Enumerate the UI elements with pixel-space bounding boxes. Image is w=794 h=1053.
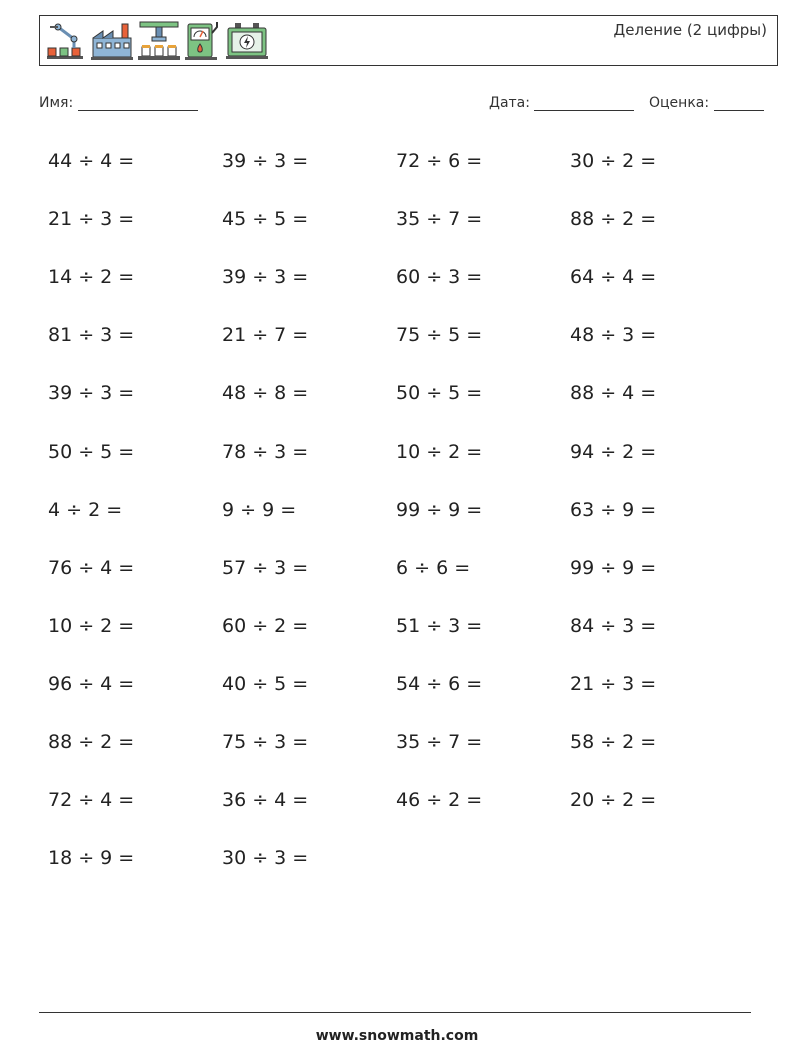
problem-item: 35 ÷ 7 = <box>396 208 483 231</box>
problem-item: 10 ÷ 2 = <box>396 440 483 463</box>
problem-item: 39 ÷ 3 = <box>222 266 309 289</box>
problem-item: 21 ÷ 3 = <box>570 672 657 695</box>
problem-item: 78 ÷ 3 = <box>222 440 309 463</box>
problem-item: 30 ÷ 2 = <box>570 150 657 172</box>
problem-item: 14 ÷ 2 = <box>48 266 135 289</box>
factory-icon <box>91 19 133 61</box>
date-line[interactable] <box>534 96 634 111</box>
problem-item: 21 ÷ 7 = <box>222 324 309 347</box>
battery-icon <box>226 19 268 61</box>
problem-item: 81 ÷ 3 = <box>48 324 135 347</box>
problem-item: 96 ÷ 4 = <box>48 672 135 695</box>
problem-item: 39 ÷ 3 = <box>222 150 309 172</box>
date-label: Дата: <box>489 95 530 111</box>
problem-item: 48 ÷ 8 = <box>222 382 309 405</box>
problem-item: 75 ÷ 5 = <box>396 324 483 347</box>
problem-item: 72 ÷ 6 = <box>396 150 483 172</box>
robot-arm-icon <box>44 19 86 61</box>
problem-item: 99 ÷ 9 = <box>570 556 657 579</box>
footer-divider <box>39 1012 751 1013</box>
worksheet-title: Деление (2 цифры) <box>613 21 767 39</box>
problem-item: 75 ÷ 3 = <box>222 731 309 753</box>
name-field[interactable] <box>39 95 198 111</box>
problem-item: 84 ÷ 3 = <box>570 614 657 637</box>
header-box <box>39 15 778 66</box>
problem-item: 99 ÷ 9 = <box>396 498 483 521</box>
problem-item: 72 ÷ 4 = <box>48 789 135 812</box>
problem-item: 18 ÷ 9 = <box>48 847 135 870</box>
problem-item: 50 ÷ 5 = <box>48 440 135 463</box>
problem-item: 9 ÷ 9 = <box>222 498 297 521</box>
problem-item: 50 ÷ 5 = <box>396 382 483 405</box>
problem-item: 20 ÷ 2 = <box>570 789 657 812</box>
name-line[interactable] <box>78 96 198 111</box>
problem-item: 76 ÷ 4 = <box>48 556 135 579</box>
problem-item: 10 ÷ 2 = <box>48 614 135 637</box>
problem-item: 36 ÷ 4 = <box>222 789 309 812</box>
footer-url: www.snowmath.com <box>315 1028 479 1044</box>
problem-item: 54 ÷ 6 = <box>396 672 483 695</box>
problem-item: 51 ÷ 3 = <box>396 614 483 637</box>
problem-item: 88 ÷ 4 = <box>570 382 657 405</box>
problem-item: 46 ÷ 2 = <box>396 789 483 812</box>
problem-item: 88 ÷ 2 = <box>570 208 657 231</box>
problem-item: 88 ÷ 2 = <box>48 731 135 753</box>
problem-item: 44 ÷ 4 = <box>48 150 135 172</box>
problem-item: 57 ÷ 3 = <box>222 556 309 579</box>
problem-item: 45 ÷ 5 = <box>222 208 309 231</box>
score-label: Оценка: <box>649 95 710 111</box>
problem-item: 6 ÷ 6 = <box>396 556 471 579</box>
problem-item: 63 ÷ 9 = <box>570 498 657 521</box>
problem-item: 4 ÷ 2 = <box>48 498 123 521</box>
score-line[interactable] <box>714 96 764 111</box>
name-label: Имя: <box>39 95 74 111</box>
problem-item: 40 ÷ 5 = <box>222 672 309 695</box>
problem-item: 58 ÷ 2 = <box>570 731 657 753</box>
date-field[interactable] <box>489 95 634 111</box>
problem-item: 35 ÷ 7 = <box>396 731 483 753</box>
problem-item: 48 ÷ 3 = <box>570 324 657 347</box>
press-machine-icon <box>138 19 180 61</box>
problem-item: 21 ÷ 3 = <box>48 208 135 231</box>
problem-item: 39 ÷ 3 = <box>48 382 135 405</box>
problem-item: 60 ÷ 3 = <box>396 266 483 289</box>
header-icons <box>44 19 268 61</box>
fuel-pump-icon <box>185 19 221 61</box>
problem-item: 30 ÷ 3 = <box>222 847 309 870</box>
problem-item: 94 ÷ 2 = <box>570 440 657 463</box>
score-field[interactable] <box>649 95 764 111</box>
problem-item: 60 ÷ 2 = <box>222 614 309 637</box>
problem-item: 64 ÷ 4 = <box>570 266 657 289</box>
